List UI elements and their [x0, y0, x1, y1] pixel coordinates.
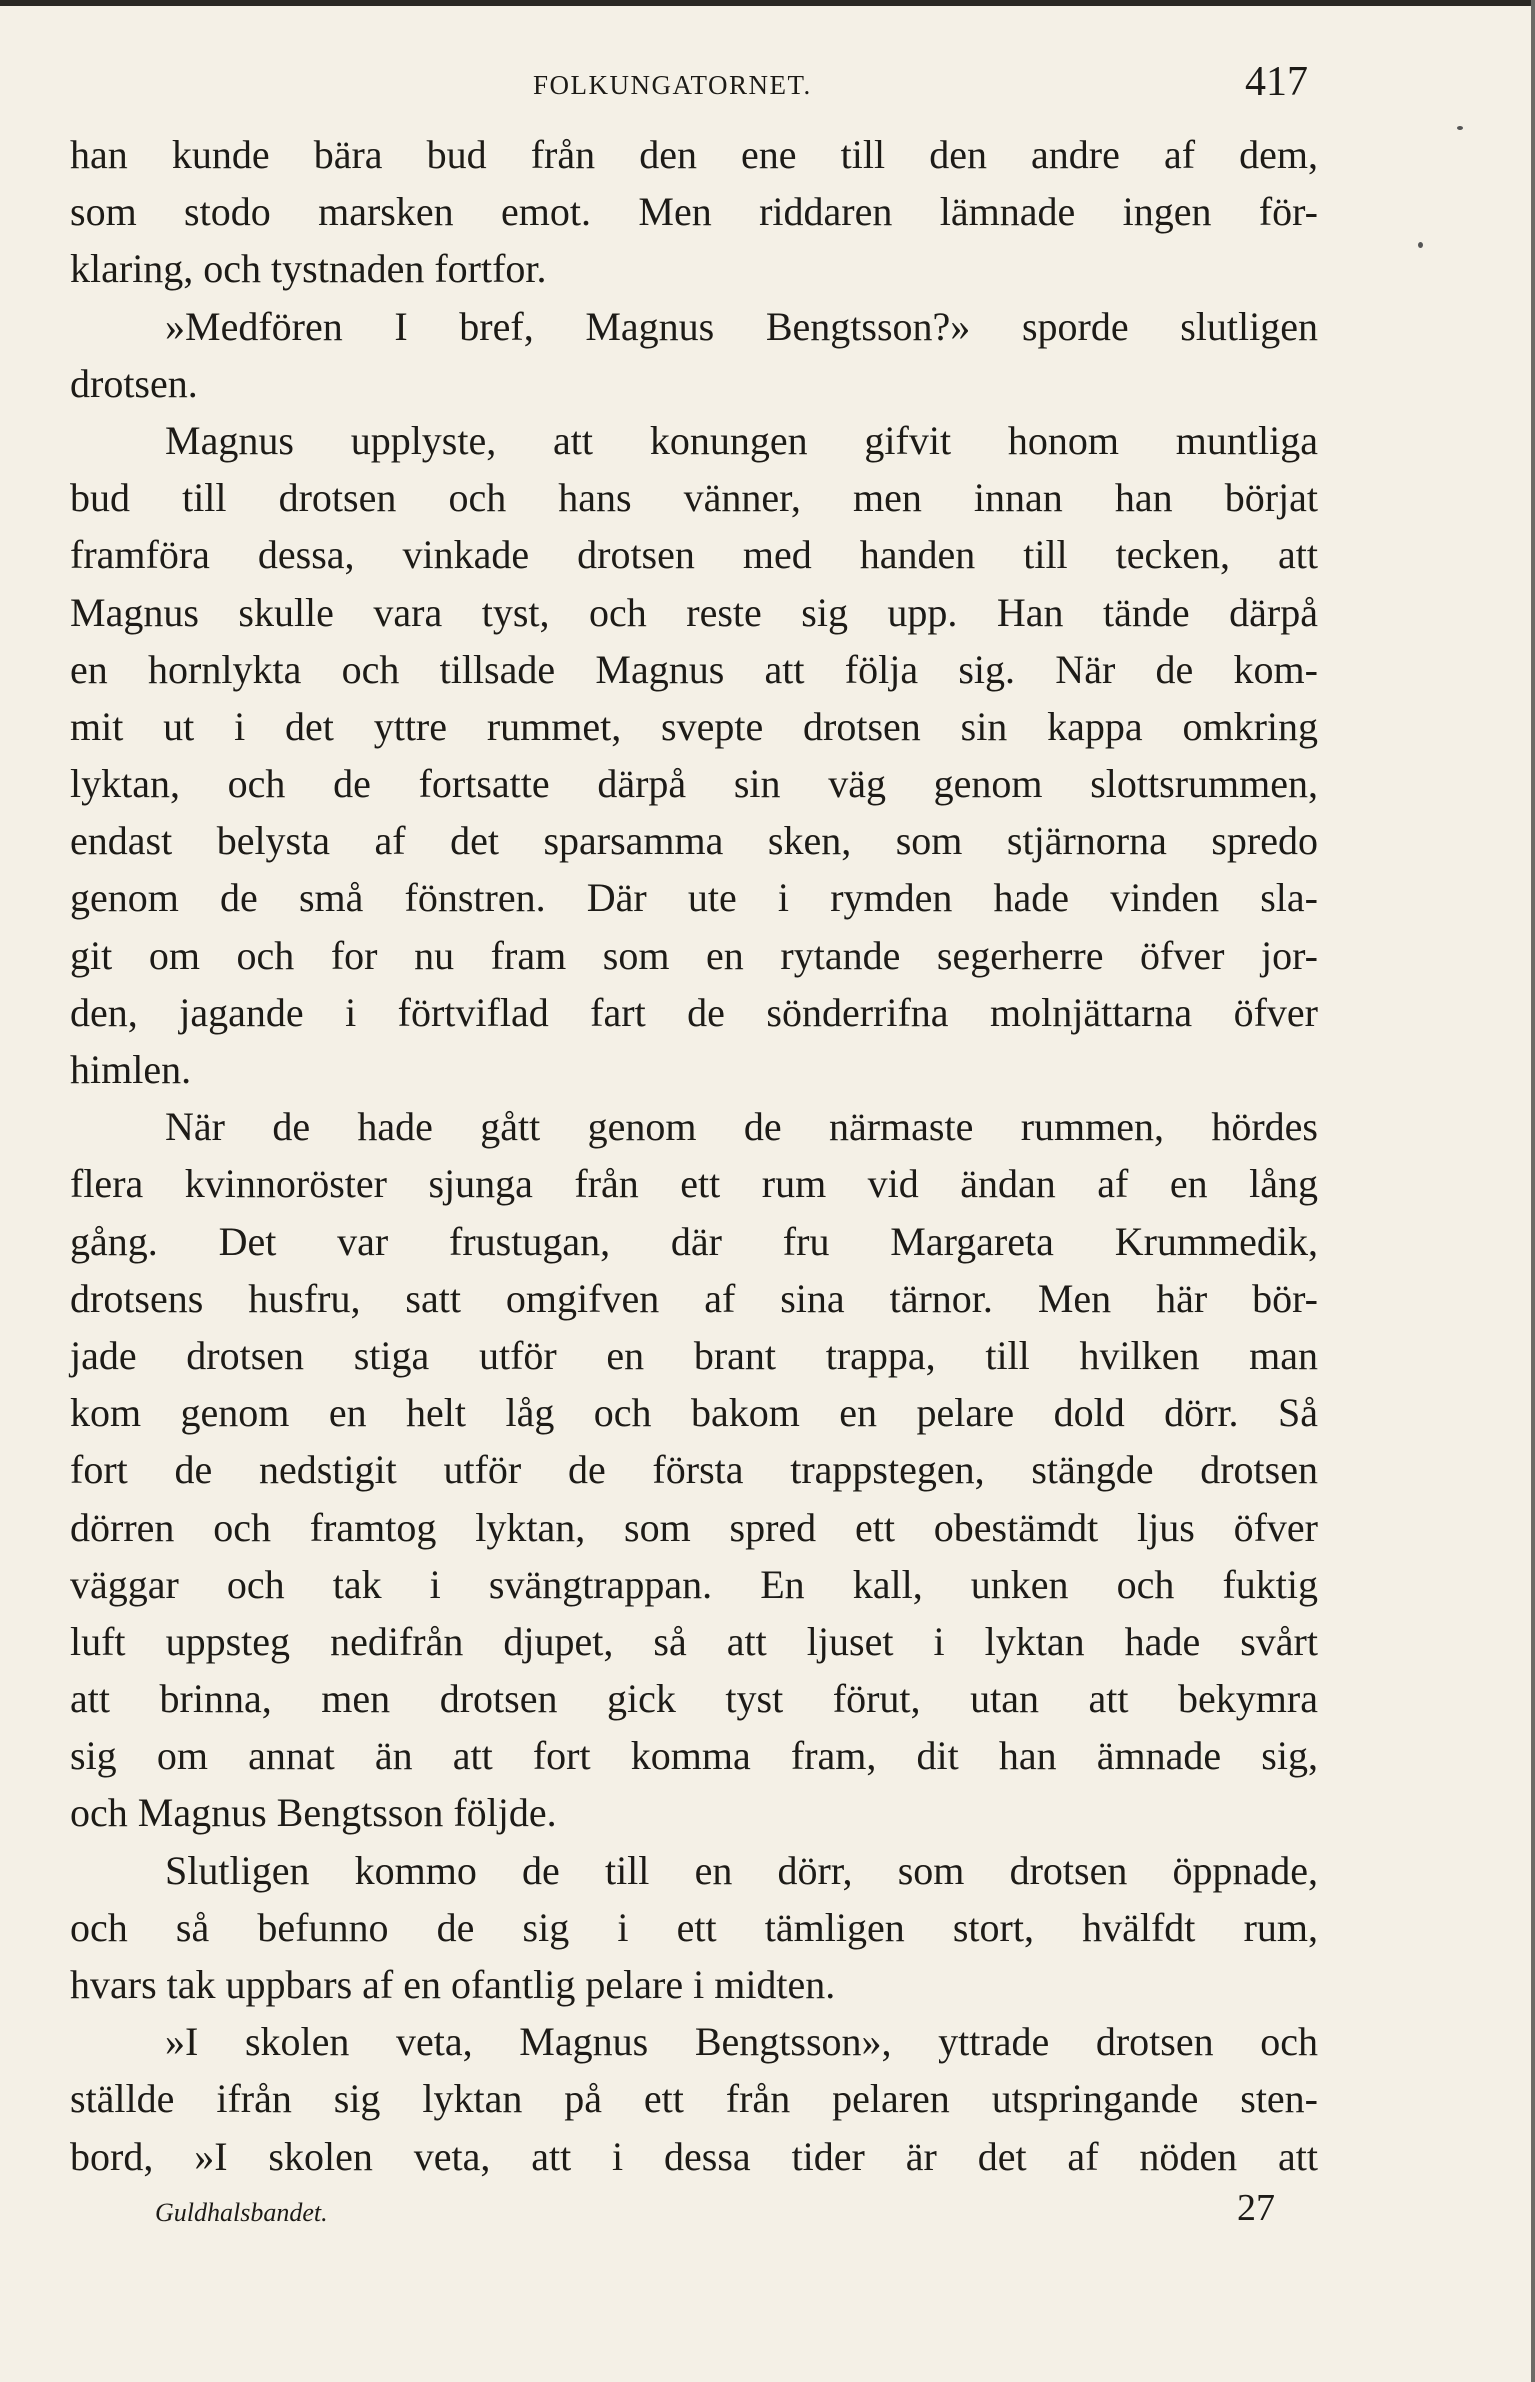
text-line: När de hade gått genom de närmaste rummen, hördes [165, 1104, 1318, 1150]
running-title: FOLKUNGATORNET. [533, 70, 812, 100]
text-line: som stodo marsken emot. Men riddaren lämnade ingen för- [70, 189, 1318, 235]
text-line: gång. Det var frustugan, där fru Margareta Krummedik, [70, 1218, 1318, 1264]
signature-mark: Guldhalsbandet. [155, 2198, 328, 2227]
text-line: fort de nedstigit utför de första trappstegen, stängde drotsen [70, 1447, 1318, 1493]
text-line: väggar och tak i svängtrappan. En kall, unken och fuktig [70, 1561, 1318, 1607]
text-line: lyktan, och de fortsatte därpå sin väg genom slottsrummen, [70, 761, 1318, 807]
text-line: sig om annat än att fort komma fram, dit han ämnade sig, [70, 1733, 1318, 1779]
text-line: Magnus upplyste, att konungen gifvit honom muntliga [165, 417, 1318, 463]
text-line: dörren och framtog lyktan, som spred ett obestämdt ljus öfver [70, 1504, 1318, 1550]
page-right-edge [1531, 0, 1535, 2382]
text-line: endast belysta af det sparsamma sken, som stjärnorna spredo [70, 818, 1318, 864]
text-line: kom genom en helt låg och bakom en pelare dold dörr. Så [70, 1390, 1318, 1436]
text-line: Slutligen kommo de till en dörr, som drotsen öppnade, [165, 1847, 1318, 1893]
text-line: jade drotsen stiga utför en brant trappa, till hvilken man [70, 1332, 1318, 1378]
text-line: »Medfören I bref, Magnus Bengtsson?» sporde slutligen [165, 303, 1318, 349]
running-head [0, 59, 1535, 106]
text-line: bud till drotsen och hans vänner, men innan han börjat [70, 475, 1318, 521]
text-line: luft uppsteg nedifrån djupet, så att ljuset i lyktan hade svårt [70, 1618, 1318, 1664]
text-line: hvars tak uppbars af en ofantlig pelare i midten. [70, 1962, 836, 2007]
text-line: den, jagande i förtviflad fart de sönderrifna molnjättarna öfver [70, 989, 1318, 1035]
text-line: och så befunno de sig i ett tämligen stort, hvälfdt rum, [70, 1904, 1318, 1950]
text-line: klaring, och tystnaden fortfor. [70, 246, 547, 292]
body-text [70, 126, 1318, 2185]
text-line: drotsens husfru, satt omgifven af sina tärnor. Men här bör- [70, 1275, 1318, 1321]
text-line: himlen. [70, 1047, 192, 1092]
page-top-edge [0, 0, 1535, 6]
text-line: ställde ifrån sig lyktan på ett från pelaren utspringande sten- [70, 2076, 1318, 2122]
text-line: mit ut i det yttre rummet, svepte drotsen sin kappa omkring [70, 703, 1318, 749]
text-line: och Magnus Bengtsson följde. [70, 1790, 557, 1836]
text-line: framföra dessa, vinkade drotsen med handen till tecken, att [70, 532, 1318, 578]
sheet-number: 27 [1237, 2187, 1275, 2229]
text-line: bord, »I skolen veta, att i dessa tider är det af nöden att [70, 2133, 1318, 2179]
text-line: »I skolen veta, Magnus Bengtsson», yttrade drotsen och [165, 2019, 1318, 2065]
text-line: genom de små fönstren. Där ute i rymden hade vinden sla- [70, 875, 1318, 921]
text-line: han kunde bära bud från den ene till den andre af dem, [70, 132, 1318, 177]
page-footer [0, 2186, 1535, 2236]
text-line: drotsen. [70, 360, 198, 406]
text-line: git om och for nu fram som en rytande segerherre öfver jor- [70, 932, 1318, 978]
text-line: att brinna, men drotsen gick tyst förut, utan att bekymra [70, 1676, 1318, 1722]
page-number: 417 [1245, 59, 1308, 105]
text-line: flera kvinnoröster sjunga från ett rum vid ändan af en lång [70, 1161, 1318, 1207]
text-line: Magnus skulle vara tyst, och reste sig upp. Han tände därpå [70, 589, 1318, 635]
ink-speck [1418, 242, 1423, 248]
text-line: en hornlykta och tillsade Magnus att följa sig. När de kom- [70, 646, 1318, 692]
ink-speck [1457, 126, 1463, 130]
